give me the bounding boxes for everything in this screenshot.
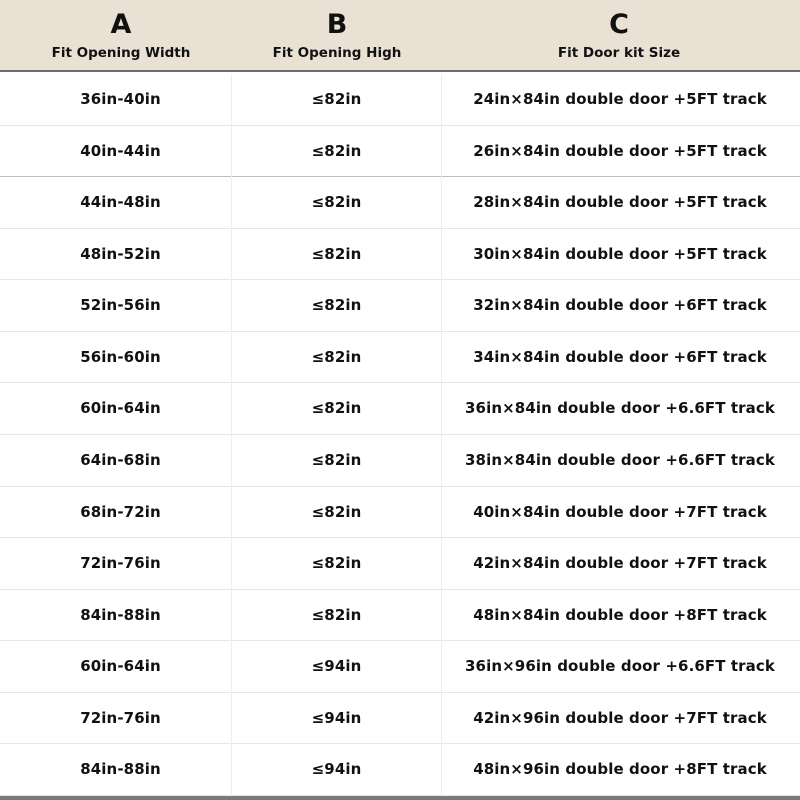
- cell-opening-high: ≤94in: [232, 744, 442, 796]
- cell-opening-high: ≤82in: [232, 229, 442, 281]
- cell-door-kit-size: 48in×84in double door +8FT track: [473, 605, 767, 624]
- bottom-divider: [0, 796, 800, 800]
- cell-door-kit-size: 48in×96in double door +8FT track: [473, 760, 767, 779]
- table-row: [0, 280, 800, 332]
- cell-opening-width: 72in-76in: [10, 538, 232, 590]
- cell-opening-width: 48in-52in: [10, 229, 232, 281]
- table-row: [0, 177, 800, 229]
- cell-opening-high: ≤82in: [232, 383, 442, 435]
- table-row: [0, 538, 800, 590]
- cell-door-kit-size: 36in×84in double door +6.6FT track: [465, 399, 775, 418]
- header-col-c: [438, 0, 800, 72]
- cell-door-kit-size: 26in×84in double door +5FT track: [473, 141, 767, 160]
- table-row: [0, 383, 800, 435]
- cell-door-kit-size: 24in×84in double door +5FT track: [473, 90, 767, 108]
- table-row: [0, 332, 800, 384]
- table-row: [0, 74, 800, 126]
- table-row: [0, 590, 800, 642]
- table-row: [0, 744, 800, 796]
- cell-door-kit-size: 36in×96in double door +6.6FT track: [465, 657, 775, 676]
- table-row: [0, 487, 800, 539]
- cell-opening-high: ≤82in: [232, 74, 442, 126]
- cell-door-kit-size: 34in×84in double door +6FT track: [473, 347, 767, 366]
- cell-opening-high: ≤82in: [232, 435, 442, 487]
- table-row: [0, 693, 800, 745]
- cell-opening-width: 44in-48in: [10, 177, 232, 229]
- header-col-b: [236, 0, 438, 72]
- header-c-label: Fit Door kit Size: [557, 45, 681, 61]
- cell-opening-high: ≤94in: [232, 641, 442, 693]
- cell-opening-width: 60in-64in: [10, 383, 232, 435]
- header-a-letter: A: [110, 9, 132, 40]
- cell-opening-high: ≤82in: [232, 538, 442, 590]
- cell-opening-width: 84in-88in: [10, 744, 232, 796]
- cell-opening-width: 64in-68in: [10, 435, 232, 487]
- cell-opening-width: 52in-56in: [10, 280, 232, 332]
- cell-door-kit-size: 40in×84in double door +7FT track: [473, 502, 767, 521]
- table-row: [0, 435, 800, 487]
- cell-opening-width: 72in-76in: [10, 693, 232, 745]
- cell-opening-width: 84in-88in: [10, 590, 232, 642]
- cell-opening-high: ≤82in: [232, 280, 442, 332]
- cell-opening-high: ≤82in: [232, 177, 442, 229]
- table-row: [0, 126, 800, 178]
- header-col-a: [10, 0, 232, 72]
- cell-door-kit-size: 30in×84in double door +5FT track: [473, 244, 767, 263]
- table-row: [0, 641, 800, 693]
- header-a-label: Fit Opening Width: [51, 45, 191, 61]
- cell-opening-width: 36in-40in: [10, 74, 232, 126]
- cell-door-kit-size: 42in×84in double door +7FT track: [473, 554, 767, 573]
- cell-opening-high: ≤82in: [232, 487, 442, 539]
- header-c-letter: C: [609, 9, 629, 40]
- cell-opening-high: ≤82in: [232, 126, 442, 178]
- table-header: [0, 0, 800, 72]
- header-b-label: Fit Opening High: [272, 45, 402, 61]
- table-row: [0, 229, 800, 281]
- cell-opening-high: ≤82in: [232, 332, 442, 384]
- cell-door-kit-size: 32in×84in double door +6FT track: [473, 296, 767, 315]
- cell-opening-high: ≤94in: [232, 693, 442, 745]
- cell-opening-high: ≤82in: [232, 590, 442, 642]
- table-body: [0, 74, 800, 796]
- cell-opening-width: 68in-72in: [10, 487, 232, 539]
- cell-opening-width: 40in-44in: [10, 126, 232, 178]
- cell-opening-width: 60in-64in: [10, 641, 232, 693]
- header-b-letter: B: [326, 9, 348, 40]
- cell-opening-width: 56in-60in: [10, 332, 232, 384]
- cell-door-kit-size: 28in×84in double door +5FT track: [473, 193, 767, 212]
- cell-door-kit-size: 38in×84in double door +6.6FT track: [465, 450, 775, 469]
- cell-door-kit-size: 42in×96in double door +7FT track: [473, 708, 767, 727]
